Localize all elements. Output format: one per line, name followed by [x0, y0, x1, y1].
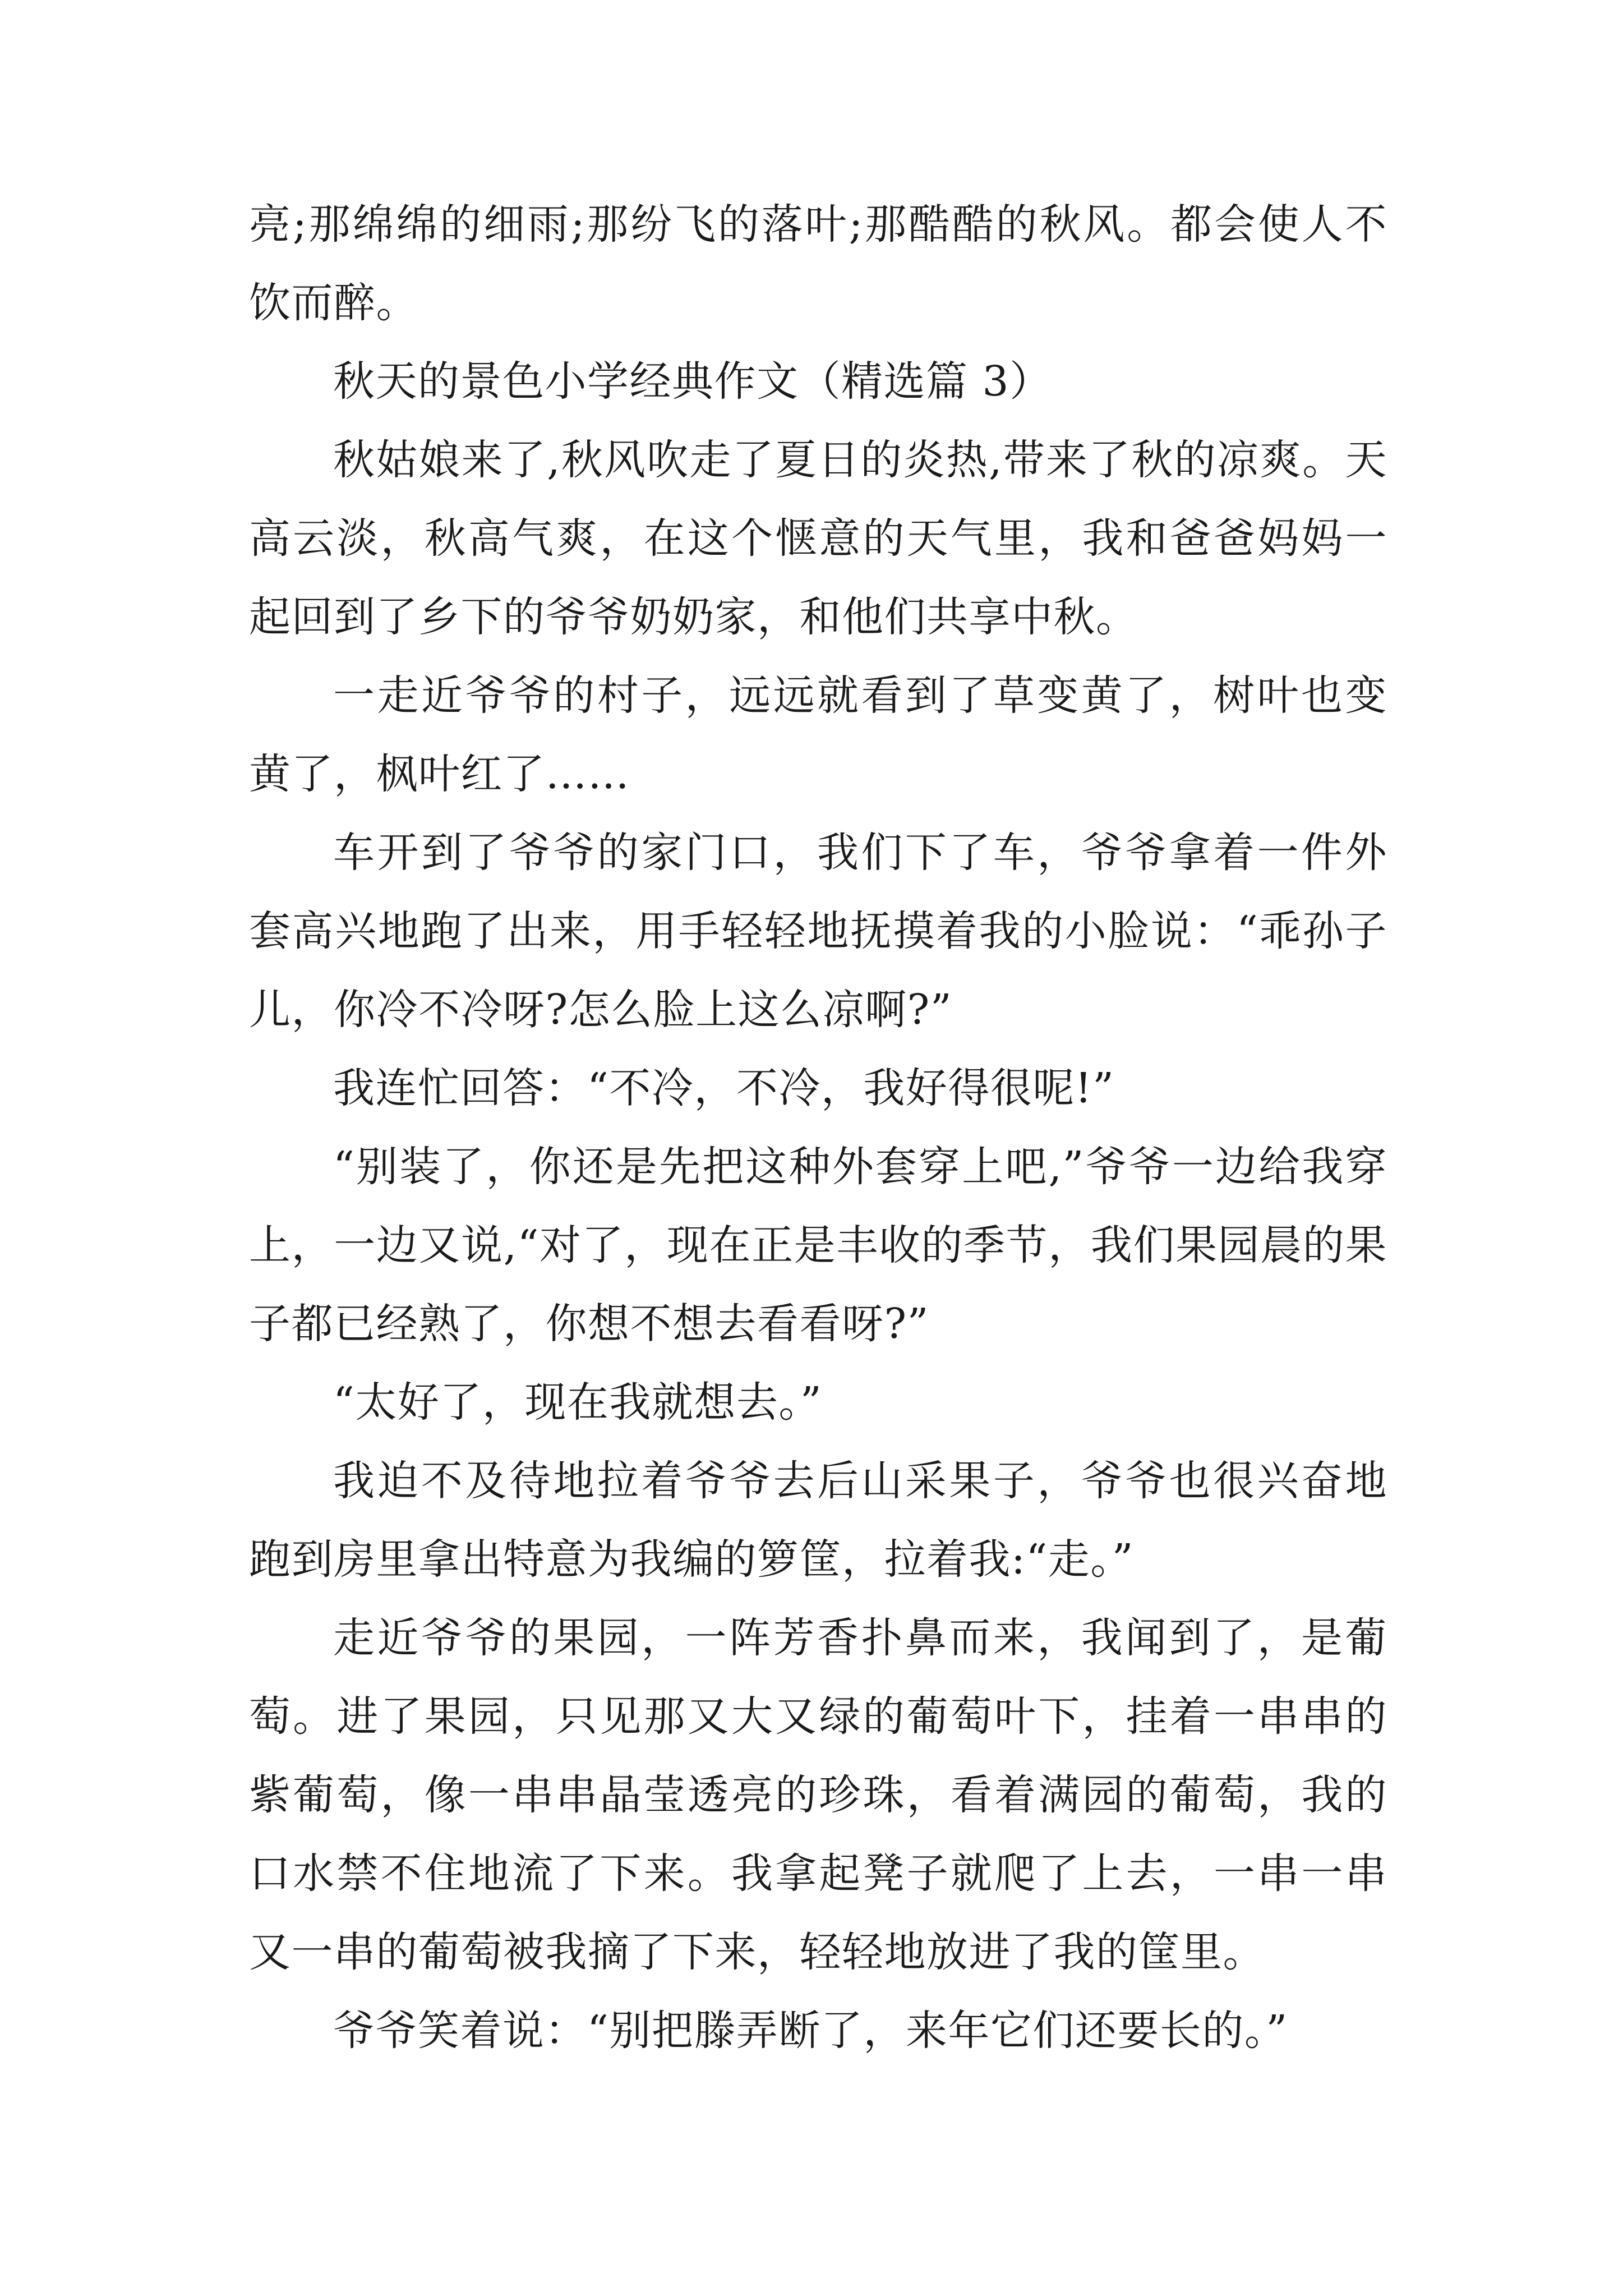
paragraph-continuation: 亮;那绵绵的细雨;那纷飞的落叶;那酷酷的秋风。都会使人不饮而醉。	[249, 200, 1387, 327]
paragraph: 一走近爷爷的村子，远远就看到了草变黄了，树叶也变黄了，枫叶红了……	[249, 671, 1387, 798]
paragraph: 我迫不及待地拉着爷爷去后山采果子，爷爷也很兴奋地跑到房里拿出特意为我编的箩筐，拉着我:“走。”	[249, 1457, 1387, 1584]
paragraph: “别装了，你还是先把这种外套穿上吧,”爷爷一边给我穿上，一边又说,“对了，现在正是丰收的季节，我们果园晨的果子都已经熟了，你想不想去看看呀?”	[249, 1143, 1387, 1348]
section-heading: 秋天的景色小学经典作文（精选篇 3）	[333, 357, 1052, 406]
paragraph: 车开到了爷爷的家门口，我们下了车，爷爷拿着一件外套高兴地跑了出来，用手轻轻地抚摸着我的小脸说：“乖孙子儿，你冷不冷呀?怎么脸上这么凉啊?”	[249, 829, 1387, 1034]
paragraph: 走近爷爷的果园，一阵芳香扑鼻而来，我闻到了，是葡萄。进了果园，只见那又大又绿的葡萄叶下，挂着一串串的紫葡萄，像一串串晶莹透亮的珍珠，看着满园的葡萄，我的口水禁不住地流了下来。我拿起凳子就爬了上去，一串一串又一串的葡萄被我摘了下来，轻轻地放进了我的筐里。	[249, 1614, 1387, 1976]
paragraph: 爷爷笑着说：“别把滕弄断了，来年它们还要长的。”	[333, 2007, 1288, 2055]
paragraph: “太好了，现在我就想去。”	[333, 1378, 823, 1427]
paragraph: 秋姑娘来了,秋风吹走了夏日的炎热,带来了秋的凉爽。天高云淡，秋高气爽，在这个惬意的天气里，我和爸爸妈妈一起回到了乡下的爷爷奶奶家，和他们共享中秋。	[249, 436, 1387, 641]
paragraph: 我连忙回答：“不冷，不冷，我好得很呢!”	[333, 1064, 1115, 1112]
document-page	[249, 185, 1387, 2070]
